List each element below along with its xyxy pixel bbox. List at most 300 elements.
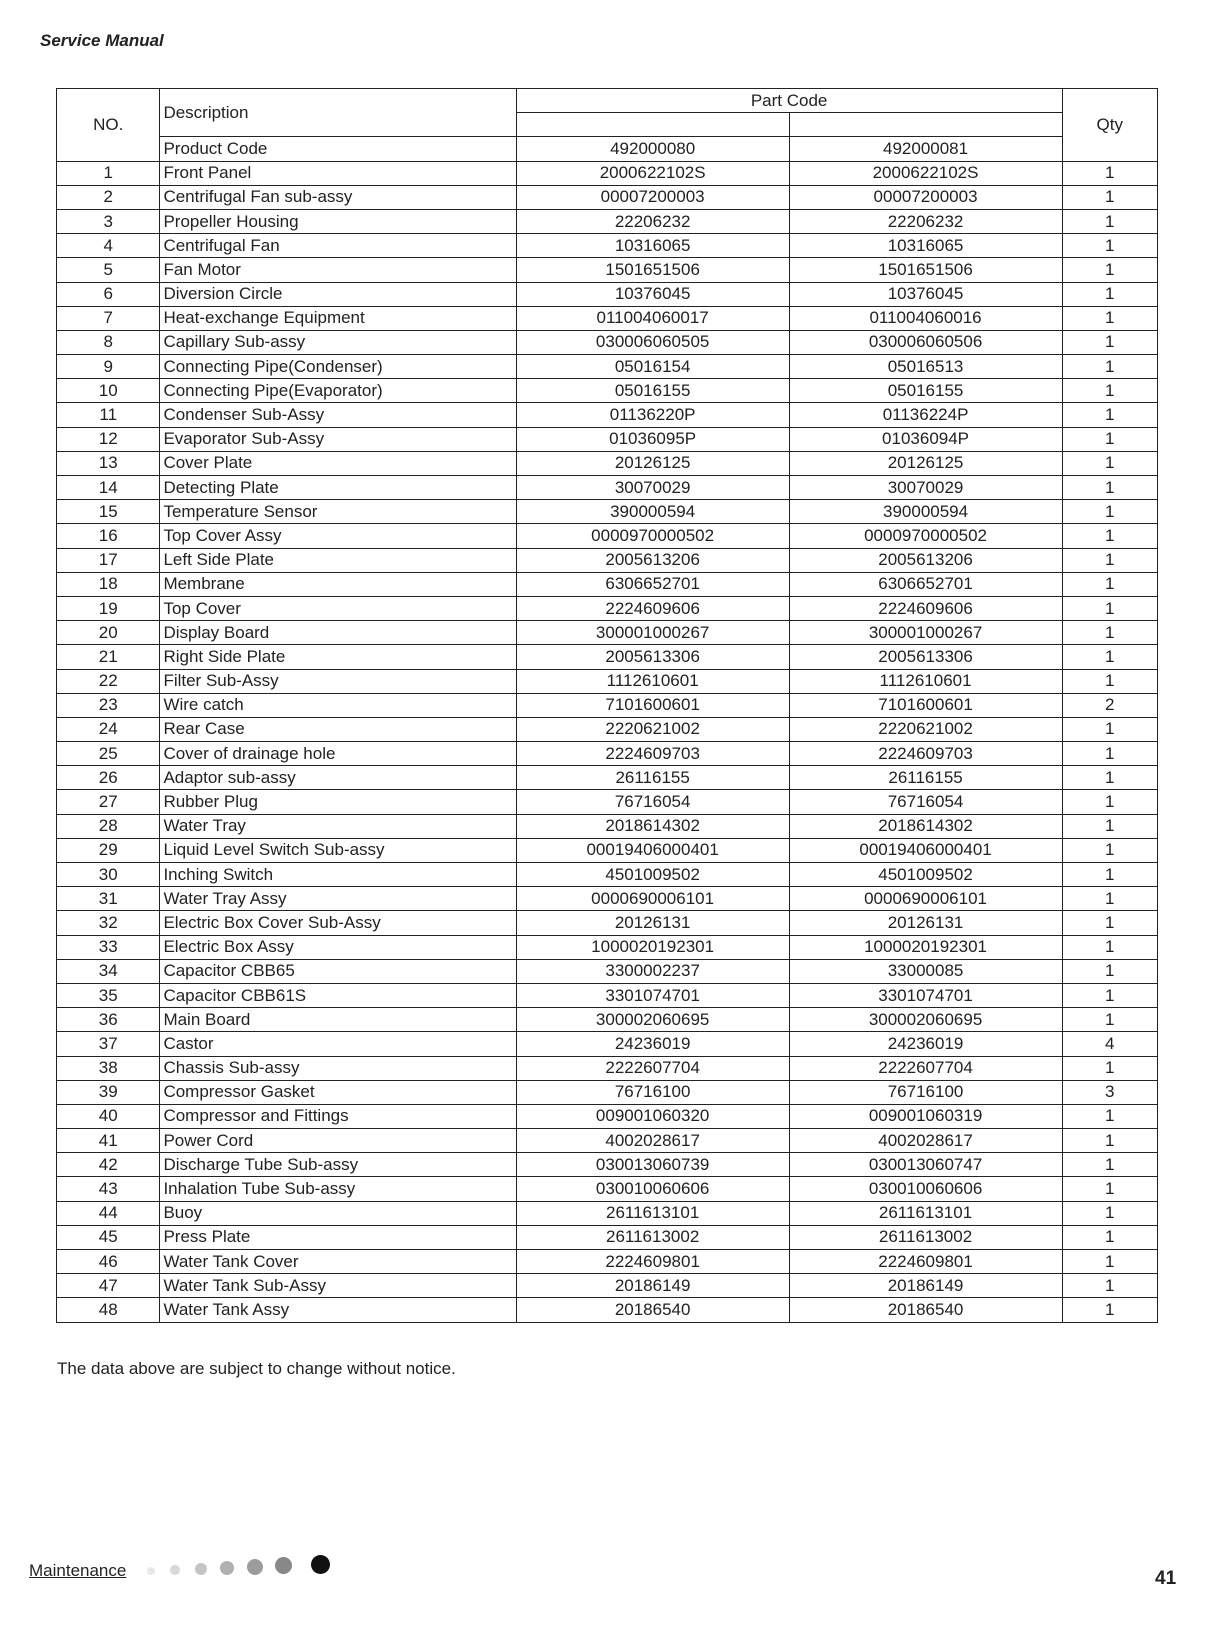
- cell-part-code-2: 20186540: [789, 1298, 1062, 1322]
- cell-part-code-2: 2224609703: [789, 742, 1062, 766]
- cell-part-code-2: 76716100: [789, 1080, 1062, 1104]
- table-row: [57, 766, 1158, 790]
- cell-part-code-2: 2222607704: [789, 1056, 1062, 1080]
- cell-no: 21: [57, 645, 160, 669]
- cell-no: 14: [57, 476, 160, 500]
- cell-qty: 1: [1062, 790, 1158, 814]
- cell-part-code-1: 2224609606: [516, 596, 789, 620]
- cell-description: Liquid Level Switch Sub-assy: [160, 838, 516, 862]
- cell-no: 19: [57, 596, 160, 620]
- parts-table: [56, 88, 1158, 1323]
- cell-description: Press Plate: [160, 1225, 516, 1249]
- cell-qty: 1: [1062, 1177, 1158, 1201]
- cell-part-code-1: 390000594: [516, 500, 789, 524]
- cell-qty: 1: [1062, 911, 1158, 935]
- cell-part-code-2: 030010060606: [789, 1177, 1062, 1201]
- table-row: [57, 838, 1158, 862]
- cell-description: Discharge Tube Sub-assy: [160, 1153, 516, 1177]
- table-row: [57, 621, 1158, 645]
- cell-no: 46: [57, 1250, 160, 1274]
- cell-qty: 1: [1062, 258, 1158, 282]
- cell-description: Left Side Plate: [160, 548, 516, 572]
- cell-part-code-2: 20126125: [789, 451, 1062, 475]
- cell-part-code-2: 300001000267: [789, 621, 1062, 645]
- cell-part-code-2: 1501651506: [789, 258, 1062, 282]
- cell-part-code-1: 1112610601: [516, 669, 789, 693]
- cell-part-code-1: 009001060320: [516, 1104, 789, 1128]
- table-row: [57, 1274, 1158, 1298]
- cell-no: 18: [57, 572, 160, 596]
- cell-qty: 1: [1062, 596, 1158, 620]
- progress-dot: [247, 1559, 263, 1575]
- cell-description: Connecting Pipe(Evaporator): [160, 379, 516, 403]
- cell-no: 29: [57, 838, 160, 862]
- cell-part-code-2: 30070029: [789, 476, 1062, 500]
- cell-description: Water Tank Assy: [160, 1298, 516, 1322]
- table-row: [57, 548, 1158, 572]
- cell-description: Membrane: [160, 572, 516, 596]
- cell-qty: 1: [1062, 959, 1158, 983]
- cell-no: 13: [57, 451, 160, 475]
- table-row: [57, 983, 1158, 1007]
- cell-description: Inhalation Tube Sub-assy: [160, 1177, 516, 1201]
- cell-qty: 1: [1062, 814, 1158, 838]
- product-code-2: 492000081: [789, 137, 1062, 161]
- cell-part-code-2: 01136224P: [789, 403, 1062, 427]
- cell-no: 34: [57, 959, 160, 983]
- cell-qty: 1: [1062, 500, 1158, 524]
- cell-no: 26: [57, 766, 160, 790]
- cell-no: 9: [57, 355, 160, 379]
- cell-no: 15: [57, 500, 160, 524]
- cell-part-code-2: 76716054: [789, 790, 1062, 814]
- cell-description: Inching Switch: [160, 863, 516, 887]
- table-row: [57, 355, 1158, 379]
- cell-part-code-1: 030010060606: [516, 1177, 789, 1201]
- table-row: [57, 959, 1158, 983]
- table-row: [57, 1080, 1158, 1104]
- cell-no: 27: [57, 790, 160, 814]
- cell-no: 43: [57, 1177, 160, 1201]
- cell-description: Main Board: [160, 1008, 516, 1032]
- cell-no: 40: [57, 1104, 160, 1128]
- cell-part-code-1: 01036095P: [516, 427, 789, 451]
- cell-description: Display Board: [160, 621, 516, 645]
- cell-part-code-1: 20186540: [516, 1298, 789, 1322]
- cell-part-code-2: 26116155: [789, 766, 1062, 790]
- cell-part-code-2: 030006060506: [789, 330, 1062, 354]
- table-row: [57, 935, 1158, 959]
- cell-part-code-1: 76716100: [516, 1080, 789, 1104]
- cell-qty: 1: [1062, 476, 1158, 500]
- cell-qty: 1: [1062, 1008, 1158, 1032]
- cell-qty: 1: [1062, 669, 1158, 693]
- cell-description: Filter Sub-Assy: [160, 669, 516, 693]
- cell-part-code-1: 30070029: [516, 476, 789, 500]
- table-row: [57, 500, 1158, 524]
- cell-qty: 1: [1062, 209, 1158, 233]
- cell-part-code-2: 20186149: [789, 1274, 1062, 1298]
- table-row: [57, 209, 1158, 233]
- cell-part-code-1: 2018614302: [516, 814, 789, 838]
- cell-part-code-2: 2018614302: [789, 814, 1062, 838]
- cell-part-code-1: 2000622102S: [516, 161, 789, 185]
- cell-part-code-2: 0000970000502: [789, 524, 1062, 548]
- cell-description: Buoy: [160, 1201, 516, 1225]
- cell-no: 12: [57, 427, 160, 451]
- cell-qty: 1: [1062, 451, 1158, 475]
- cell-part-code-2: 10376045: [789, 282, 1062, 306]
- cell-qty: 1: [1062, 645, 1158, 669]
- cell-description: Electric Box Assy: [160, 935, 516, 959]
- cell-part-code-1: 0000690006101: [516, 887, 789, 911]
- cell-no: 16: [57, 524, 160, 548]
- cell-part-code-1: 76716054: [516, 790, 789, 814]
- cell-no: 32: [57, 911, 160, 935]
- cell-part-code-1: 2611613101: [516, 1201, 789, 1225]
- cell-qty: 1: [1062, 282, 1158, 306]
- cell-qty: 1: [1062, 1056, 1158, 1080]
- cell-part-code-1: 2224609703: [516, 742, 789, 766]
- page-number: 41: [1155, 1568, 1177, 1589]
- cell-description: Water Tank Sub-Assy: [160, 1274, 516, 1298]
- cell-part-code-2: 6306652701: [789, 572, 1062, 596]
- cell-description: Adaptor sub-assy: [160, 766, 516, 790]
- product-code-1: 492000080: [516, 137, 789, 161]
- cell-qty: 1: [1062, 717, 1158, 741]
- cell-part-code-1: 3300002237: [516, 959, 789, 983]
- table-row: [57, 282, 1158, 306]
- cell-qty: 1: [1062, 935, 1158, 959]
- cell-part-code-1: 20126125: [516, 451, 789, 475]
- table-row: [57, 645, 1158, 669]
- cell-no: 42: [57, 1153, 160, 1177]
- cell-description: Propeller Housing: [160, 209, 516, 233]
- cell-no: 23: [57, 693, 160, 717]
- table-row: [57, 1008, 1158, 1032]
- cell-part-code-2: 2220621002: [789, 717, 1062, 741]
- cell-description: Diversion Circle: [160, 282, 516, 306]
- cell-qty: 1: [1062, 403, 1158, 427]
- cell-no: 24: [57, 717, 160, 741]
- cell-part-code-1: 030006060505: [516, 330, 789, 354]
- table-row: [57, 911, 1158, 935]
- cell-qty: 1: [1062, 1274, 1158, 1298]
- cell-part-code-2: 00019406000401: [789, 838, 1062, 862]
- cell-no: 3: [57, 209, 160, 233]
- cell-part-code-1: 05016155: [516, 379, 789, 403]
- cell-qty: 1: [1062, 1153, 1158, 1177]
- cell-description: Rear Case: [160, 717, 516, 741]
- cell-description: Capacitor CBB61S: [160, 983, 516, 1007]
- table-row: [57, 306, 1158, 330]
- cell-no: 37: [57, 1032, 160, 1056]
- cell-description: Top Cover: [160, 596, 516, 620]
- maintenance-section-link[interactable]: Maintenance: [29, 1561, 127, 1580]
- cell-part-code-1: 2220621002: [516, 717, 789, 741]
- page-header-title: Service Manual: [40, 31, 164, 50]
- cell-no: 47: [57, 1274, 160, 1298]
- cell-part-code-2: 2224609801: [789, 1250, 1062, 1274]
- cell-part-code-2: 7101600601: [789, 693, 1062, 717]
- cell-part-code-1: 2611613002: [516, 1225, 789, 1249]
- cell-part-code-1: 4501009502: [516, 863, 789, 887]
- cell-no: 41: [57, 1129, 160, 1153]
- cell-no: 7: [57, 306, 160, 330]
- cell-no: 2: [57, 185, 160, 209]
- cell-description: Chassis Sub-assy: [160, 1056, 516, 1080]
- cell-part-code-1: 05016154: [516, 355, 789, 379]
- cell-part-code-2: 390000594: [789, 500, 1062, 524]
- cell-part-code-1: 030013060739: [516, 1153, 789, 1177]
- cell-qty: 1: [1062, 1298, 1158, 1322]
- cell-no: 6: [57, 282, 160, 306]
- cell-part-code-1: 300002060695: [516, 1008, 789, 1032]
- progress-dot: [195, 1563, 207, 1575]
- col-header-blank-2: [789, 113, 1062, 137]
- cell-qty: 1: [1062, 1201, 1158, 1225]
- cell-qty: 1: [1062, 379, 1158, 403]
- cell-description: Condenser Sub-Assy: [160, 403, 516, 427]
- cell-part-code-1: 2222607704: [516, 1056, 789, 1080]
- col-header-qty: Qty: [1062, 89, 1158, 162]
- table-row: [57, 403, 1158, 427]
- table-row: [57, 258, 1158, 282]
- table-row: [57, 476, 1158, 500]
- cell-part-code-1: 00007200003: [516, 185, 789, 209]
- table-row: [57, 161, 1158, 185]
- cell-no: 48: [57, 1298, 160, 1322]
- cell-part-code-2: 2005613206: [789, 548, 1062, 572]
- cell-no: 10: [57, 379, 160, 403]
- cell-qty: 1: [1062, 766, 1158, 790]
- table-row: [57, 1129, 1158, 1153]
- cell-qty: 1: [1062, 524, 1158, 548]
- cell-no: 35: [57, 983, 160, 1007]
- cell-qty: 1: [1062, 234, 1158, 258]
- cell-part-code-1: 1000020192301: [516, 935, 789, 959]
- cell-part-code-1: 00019406000401: [516, 838, 789, 862]
- cell-qty: 1: [1062, 306, 1158, 330]
- table-row: [57, 1104, 1158, 1128]
- cell-part-code-2: 011004060016: [789, 306, 1062, 330]
- cell-part-code-1: 3301074701: [516, 983, 789, 1007]
- cell-no: 1: [57, 161, 160, 185]
- cell-no: 25: [57, 742, 160, 766]
- cell-part-code-2: 05016513: [789, 355, 1062, 379]
- table-row: [57, 1250, 1158, 1274]
- cell-qty: 1: [1062, 863, 1158, 887]
- cell-description: Capacitor CBB65: [160, 959, 516, 983]
- cell-no: 31: [57, 887, 160, 911]
- cell-qty: 1: [1062, 1250, 1158, 1274]
- cell-description: Compressor and Fittings: [160, 1104, 516, 1128]
- cell-no: 8: [57, 330, 160, 354]
- cell-description: Cover Plate: [160, 451, 516, 475]
- cell-description: Right Side Plate: [160, 645, 516, 669]
- cell-part-code-1: 2224609801: [516, 1250, 789, 1274]
- cell-description: Connecting Pipe(Condenser): [160, 355, 516, 379]
- table-row: [57, 427, 1158, 451]
- cell-qty: 1: [1062, 742, 1158, 766]
- table-row: [57, 1201, 1158, 1225]
- cell-description: Centrifugal Fan: [160, 234, 516, 258]
- cell-part-code-1: 24236019: [516, 1032, 789, 1056]
- cell-no: 17: [57, 548, 160, 572]
- cell-qty: 1: [1062, 185, 1158, 209]
- cell-no: 38: [57, 1056, 160, 1080]
- cell-part-code-2: 2611613101: [789, 1201, 1062, 1225]
- cell-part-code-2: 3301074701: [789, 983, 1062, 1007]
- cell-description: Front Panel: [160, 161, 516, 185]
- cell-part-code-2: 2611613002: [789, 1225, 1062, 1249]
- progress-dot: [170, 1565, 180, 1575]
- table-row: [57, 1225, 1158, 1249]
- cell-part-code-2: 1000020192301: [789, 935, 1062, 959]
- col-header-blank-1: [516, 113, 789, 137]
- cell-part-code-2: 0000690006101: [789, 887, 1062, 911]
- cell-qty: 1: [1062, 621, 1158, 645]
- cell-description: Electric Box Cover Sub-Assy: [160, 911, 516, 935]
- cell-qty: 1: [1062, 887, 1158, 911]
- cell-description: Evaporator Sub-Assy: [160, 427, 516, 451]
- table-row: [57, 596, 1158, 620]
- cell-part-code-1: 7101600601: [516, 693, 789, 717]
- table-row: [57, 185, 1158, 209]
- cell-part-code-2: 2005613306: [789, 645, 1062, 669]
- cell-qty: 1: [1062, 548, 1158, 572]
- cell-description: Heat-exchange Equipment: [160, 306, 516, 330]
- product-code-label: Product Code: [160, 137, 516, 161]
- table-row: [57, 1298, 1158, 1322]
- cell-part-code-2: 33000085: [789, 959, 1062, 983]
- cell-qty: 1: [1062, 1104, 1158, 1128]
- cell-part-code-1: 10376045: [516, 282, 789, 306]
- cell-part-code-1: 011004060017: [516, 306, 789, 330]
- cell-part-code-2: 4002028617: [789, 1129, 1062, 1153]
- table-row: [57, 1056, 1158, 1080]
- cell-part-code-1: 2005613306: [516, 645, 789, 669]
- cell-description: Capillary Sub-assy: [160, 330, 516, 354]
- cell-part-code-2: 300002060695: [789, 1008, 1062, 1032]
- col-header-part-code: Part Code: [516, 89, 1062, 113]
- table-row: [57, 863, 1158, 887]
- cell-part-code-2: 2000622102S: [789, 161, 1062, 185]
- cell-part-code-2: 22206232: [789, 209, 1062, 233]
- table-row: [57, 669, 1158, 693]
- cell-qty: 3: [1062, 1080, 1158, 1104]
- cell-description: Temperature Sensor: [160, 500, 516, 524]
- cell-description: Compressor Gasket: [160, 1080, 516, 1104]
- cell-part-code-2: 030013060747: [789, 1153, 1062, 1177]
- table-row: [57, 451, 1158, 475]
- table-row: [57, 572, 1158, 596]
- cell-qty: 1: [1062, 161, 1158, 185]
- table-row: [57, 1177, 1158, 1201]
- cell-part-code-2: 05016155: [789, 379, 1062, 403]
- cell-description: Water Tray Assy: [160, 887, 516, 911]
- table-row: [57, 814, 1158, 838]
- cell-no: 33: [57, 935, 160, 959]
- cell-no: 11: [57, 403, 160, 427]
- cell-qty: 2: [1062, 693, 1158, 717]
- cell-part-code-1: 4002028617: [516, 1129, 789, 1153]
- cell-description: Top Cover Assy: [160, 524, 516, 548]
- cell-qty: 1: [1062, 572, 1158, 596]
- progress-dot: [311, 1555, 330, 1574]
- table-row: [57, 790, 1158, 814]
- table-row: [57, 524, 1158, 548]
- cell-description: Wire catch: [160, 693, 516, 717]
- cell-description: Castor: [160, 1032, 516, 1056]
- cell-no: 28: [57, 814, 160, 838]
- cell-part-code-1: 22206232: [516, 209, 789, 233]
- cell-no: 22: [57, 669, 160, 693]
- table-row: [57, 1032, 1158, 1056]
- cell-part-code-2: 4501009502: [789, 863, 1062, 887]
- cell-part-code-1: 1501651506: [516, 258, 789, 282]
- cell-description: Water Tray: [160, 814, 516, 838]
- cell-no: 36: [57, 1008, 160, 1032]
- table-row: [57, 330, 1158, 354]
- cell-description: Power Cord: [160, 1129, 516, 1153]
- cell-part-code-2: 00007200003: [789, 185, 1062, 209]
- cell-qty: 4: [1062, 1032, 1158, 1056]
- cell-description: Cover of drainage hole: [160, 742, 516, 766]
- cell-no: 45: [57, 1225, 160, 1249]
- table-row: [57, 234, 1158, 258]
- cell-part-code-1: 300001000267: [516, 621, 789, 645]
- col-header-no: NO.: [57, 89, 160, 162]
- table-row: [57, 379, 1158, 403]
- table-row: [57, 887, 1158, 911]
- cell-qty: 1: [1062, 838, 1158, 862]
- cell-description: Detecting Plate: [160, 476, 516, 500]
- cell-part-code-2: 24236019: [789, 1032, 1062, 1056]
- col-header-description: Description: [160, 89, 516, 137]
- progress-dot: [147, 1567, 155, 1575]
- cell-no: 44: [57, 1201, 160, 1225]
- cell-qty: 1: [1062, 1129, 1158, 1153]
- cell-part-code-2: 1112610601: [789, 669, 1062, 693]
- table-row: [57, 717, 1158, 741]
- cell-part-code-2: 009001060319: [789, 1104, 1062, 1128]
- cell-no: 4: [57, 234, 160, 258]
- cell-part-code-1: 2005613206: [516, 548, 789, 572]
- cell-part-code-2: 20126131: [789, 911, 1062, 935]
- cell-part-code-1: 20186149: [516, 1274, 789, 1298]
- cell-no: 20: [57, 621, 160, 645]
- table-row: [57, 742, 1158, 766]
- cell-part-code-1: 20126131: [516, 911, 789, 935]
- table-row: [57, 1153, 1158, 1177]
- cell-qty: 1: [1062, 330, 1158, 354]
- cell-qty: 1: [1062, 355, 1158, 379]
- cell-part-code-2: 10316065: [789, 234, 1062, 258]
- cell-part-code-1: 26116155: [516, 766, 789, 790]
- parts-table-body: [57, 161, 1158, 1322]
- table-row: [57, 693, 1158, 717]
- cell-no: 5: [57, 258, 160, 282]
- cell-qty: 1: [1062, 427, 1158, 451]
- cell-qty: 1: [1062, 983, 1158, 1007]
- cell-qty: 1: [1062, 1225, 1158, 1249]
- change-notice: The data above are subject to change without notice.: [57, 1359, 456, 1378]
- cell-part-code-1: 01136220P: [516, 403, 789, 427]
- cell-part-code-1: 0000970000502: [516, 524, 789, 548]
- cell-description: Centrifugal Fan sub-assy: [160, 185, 516, 209]
- cell-part-code-2: 2224609606: [789, 596, 1062, 620]
